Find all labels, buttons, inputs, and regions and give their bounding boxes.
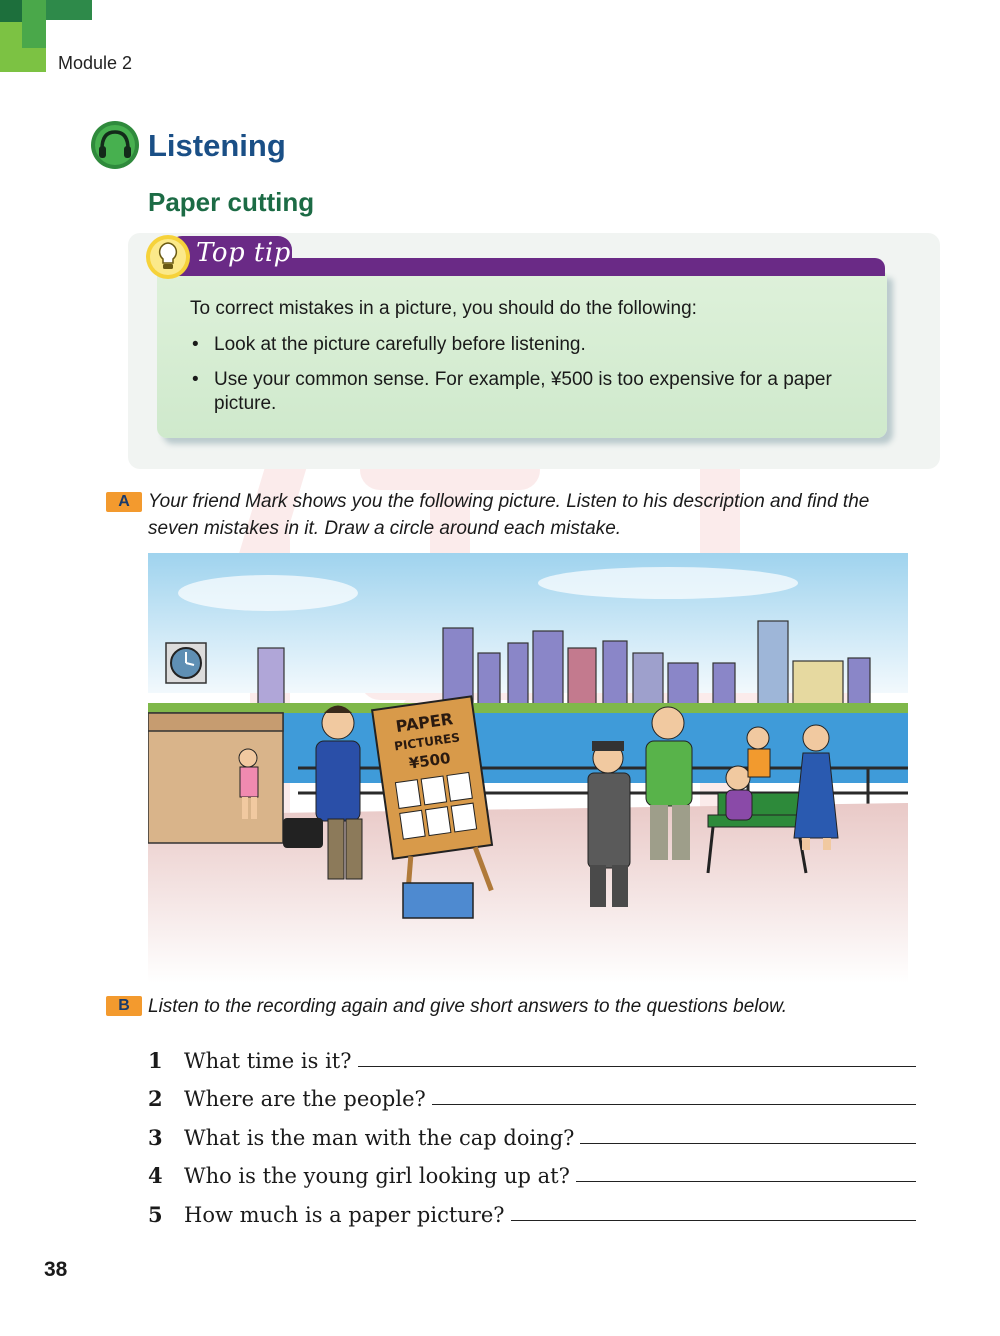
top-tip-label: Top tip <box>196 238 291 268</box>
top-tip-bullet: • Look at the picture carefully before listening. <box>190 333 850 357</box>
question-text: Where are the people? <box>184 1087 426 1111</box>
question-item <box>148 1034 916 1073</box>
question-item <box>148 1111 916 1150</box>
exercise-a-instruction: Your friend Mark shows you the following picture. Listen to his description and find the seven mistakes in it. Draw a circle around each mistake. <box>148 491 870 539</box>
top-tip-intro: To correct mistakes in a picture, you should do the following: <box>190 298 697 319</box>
sign-text-pictures: PICTURES <box>393 730 461 754</box>
top-tip-bullet: • Use your common sense. For example, ¥500 is too expensive for a paper picture. <box>190 368 850 416</box>
sign-text-paper: PAPER <box>394 709 455 737</box>
question-number: 1 <box>148 1047 163 1073</box>
section-title: Listening <box>148 128 286 163</box>
promenade-illustration <box>148 553 908 983</box>
question-item <box>148 1073 916 1112</box>
question-text: What is the man with the cap doing? <box>184 1125 575 1150</box>
headphones-icon <box>90 120 140 170</box>
answer-line[interactable] <box>358 1066 917 1067</box>
answer-line[interactable] <box>511 1220 916 1221</box>
module-label: Module 2 <box>58 53 133 73</box>
section-subtitle: Paper cutting <box>148 187 315 217</box>
question-number: 5 <box>148 1201 163 1227</box>
exercise-b-instruction: Listen to the recording again and give short answers to the questions below. <box>148 996 788 1017</box>
exercise-a-badge: A <box>106 492 142 512</box>
question-number: 3 <box>148 1124 163 1150</box>
sign-text-price: ¥500 <box>407 748 452 773</box>
answer-line[interactable] <box>580 1143 916 1144</box>
question-text: Who is the young girl looking up at? <box>184 1164 570 1188</box>
question-number: 2 <box>148 1086 163 1111</box>
paper-box <box>403 883 473 918</box>
exercise-b-badge: B <box>106 996 142 1016</box>
question-text: How much is a paper picture? <box>184 1202 505 1227</box>
answer-line[interactable] <box>432 1104 916 1105</box>
question-item <box>148 1150 916 1189</box>
question-item <box>148 1188 916 1227</box>
answer-line[interactable] <box>576 1181 916 1182</box>
question-number: 4 <box>148 1163 163 1188</box>
question-list <box>148 1034 916 1227</box>
top-tip-list <box>190 333 850 427</box>
page-number: 38 <box>44 1258 68 1281</box>
young-girl <box>747 727 770 777</box>
question-text: What time is it? <box>184 1048 352 1073</box>
lightbulb-icon <box>145 234 191 280</box>
